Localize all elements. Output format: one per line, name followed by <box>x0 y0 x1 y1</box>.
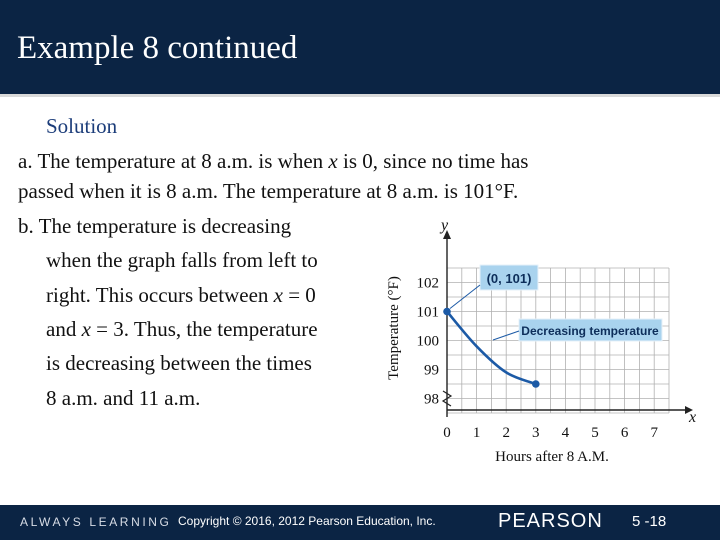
part-b-line-2: when the graph falls from left to <box>46 248 318 272</box>
part-b-line-4-pre: and <box>46 317 82 341</box>
point-label-text: (0, 101) <box>486 271 532 286</box>
part-b-line-4-var: x <box>81 317 91 341</box>
temperature-chart <box>375 213 705 468</box>
solution-label: Solution <box>46 114 118 138</box>
y-tick-label: 101 <box>416 304 439 321</box>
part-b-line-6: 8 a.m. and 11 a.m. <box>46 386 201 410</box>
part-b-line-1: b. The temperature is decreasing <box>18 214 292 238</box>
x-axis-name: x <box>689 409 697 426</box>
footer-tagline: ALWAYS LEARNING <box>20 515 172 529</box>
x-tick-label: 4 <box>561 425 570 441</box>
curve-label-text: Decreasing temperature <box>521 324 659 338</box>
y-axis-name: y <box>441 217 449 234</box>
x-tick-label: 2 <box>502 425 510 441</box>
slide-footer <box>0 505 720 540</box>
start-point <box>443 308 451 316</box>
end-point <box>532 380 540 388</box>
part-a-line-1 <box>18 149 528 174</box>
x-tick-label: 5 <box>591 425 599 441</box>
part-b-line-3 <box>46 283 316 308</box>
part-b-line-4 <box>46 317 318 342</box>
part-b-line-4-post: = 3. Thus, the temperature <box>90 317 318 341</box>
x-tick-label: 6 <box>620 425 629 441</box>
footer-brand-logo: PEARSON <box>498 510 603 532</box>
part-a-line-1-text: a. The temperature at 8 a.m. is when <box>18 149 329 173</box>
x-tick-label: 7 <box>650 425 658 441</box>
part-b-line-5: is decreasing between the times <box>46 351 312 375</box>
x-axis-label: Hours after 8 A.M. <box>495 449 609 465</box>
part-a-line-2: passed when it is 8 a.m. The temperature at 8 a.m. is 101°F. <box>18 179 519 203</box>
page-number: 5 -18 <box>632 513 667 530</box>
part-a-line-1-rest: is 0, since no time has <box>337 149 529 173</box>
part-b-line-3-post: = 0 <box>282 283 316 307</box>
footer-copyright: Copyright © 2016, 2012 Pearson Education, Inc. <box>178 514 436 528</box>
part-b-line-3-var: x <box>273 283 283 307</box>
slide-title: Example 8 continued <box>17 30 298 66</box>
y-tick-label: 99 <box>424 362 439 379</box>
y-axis-label: Temperature (°F) <box>386 276 402 380</box>
y-tick-label: 100 <box>416 333 439 350</box>
y-tick-label: 102 <box>416 275 439 292</box>
slide-header <box>0 0 720 97</box>
x-tick-label: 0 <box>443 425 451 441</box>
x-tick-label: 1 <box>472 425 481 441</box>
y-tick-label: 98 <box>424 391 439 408</box>
chart-labels <box>386 217 696 465</box>
part-b-line-3-pre: right. This occurs between <box>46 283 274 307</box>
var-x: x <box>328 149 338 173</box>
x-tick-label: 3 <box>532 425 540 441</box>
